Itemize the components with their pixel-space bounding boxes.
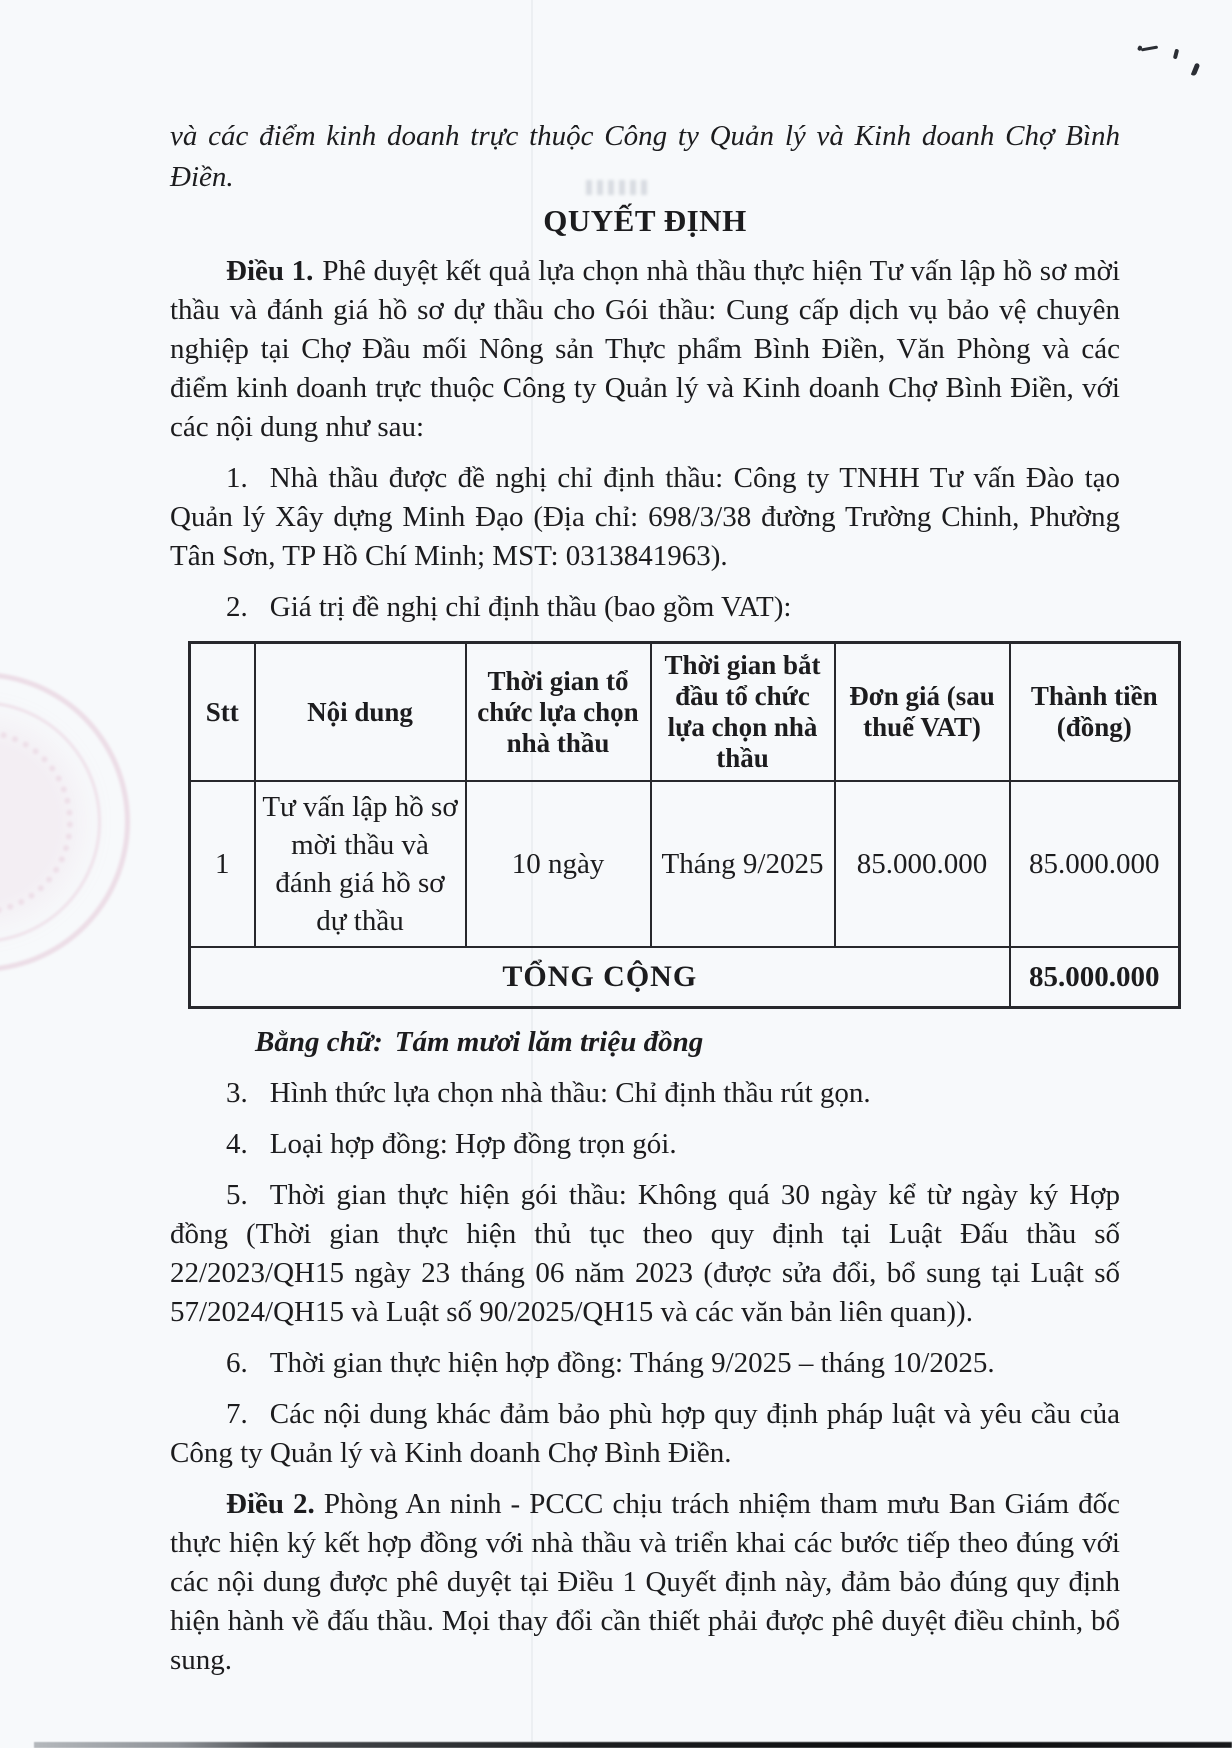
table-row [190,781,1180,947]
list-item-2 [170,588,1120,627]
item-4-number: 4. [226,1128,248,1160]
document-body [170,116,1160,1680]
red-stamp-bleed-through [0,672,130,972]
header-cell-thoi-gian-to-chuc: Thời gian tổ chức lựa chọn nhà thầu [466,643,651,782]
list-item-1 [170,459,1120,576]
item-3-number: 3. [226,1077,248,1109]
item-3-text: Hình thức lựa chọn nhà thầu: Chỉ định thầu rút gọn. [269,1077,871,1109]
item-4-text: Loại hợp đồng: Hợp đồng trọn gói. [269,1128,677,1160]
item-2-number: 2. [226,591,248,623]
list-item-4 [170,1125,1120,1164]
pricing-table [188,641,1181,1009]
article-1-paragraph [170,252,1120,447]
item-7-number: 7. [226,1398,248,1430]
amount-in-words-label: Bằng chữ: [255,1026,383,1058]
list-item-5 [170,1176,1120,1332]
header-cell-thanh-tien: Thành tiền (đồng) [1010,643,1180,782]
item-1-text: Nhà thầu được đề nghị chỉ định thầu: Công ty TNHH Tư vấn Đào tạo Quản lý Xây dựng Minh Đạo (Địa chỉ: 698/3/38 đường Trường Chinh, Phường Tân Sơn, TP Hồ Chí Minh; MST: 0313841963). [170,462,1120,572]
cell-thanh-tien: 85.000.000 [1010,781,1180,947]
amount-in-words [255,1023,1120,1062]
article-2-paragraph [170,1485,1120,1680]
item-5-number: 5. [226,1179,248,1211]
header-cell-stt: Stt [190,643,255,782]
cell-don-gia: 85.000.000 [835,781,1010,947]
list-item-7 [170,1395,1120,1473]
total-value-cell: 85.000.000 [1010,947,1180,1008]
cell-thoi-gian-to-chuc: 10 ngày [466,781,651,947]
item-6-number: 6. [226,1347,248,1379]
pen-mark [1141,46,1158,52]
intro-paragraph: và các điểm kinh doanh trực thuộc Công ty Quản lý và Kinh doanh Chợ Bình Điền. [170,120,1120,193]
list-item-6 [170,1344,1120,1383]
article-2-label: Điều 2. [226,1488,315,1520]
item-7-text: Các nội dung khác đảm bảo phù hợp quy định pháp luật và yêu cầu của Công ty Quản lý và Kinh doanh Chợ Bình Điền. [170,1398,1120,1469]
pen-mark [1191,63,1201,77]
header-cell-noi-dung: Nội dung [255,643,466,782]
table-total-row [190,947,1180,1008]
cell-thoi-gian-bat-dau: Tháng 9/2025 [651,781,835,947]
item-5-text: Thời gian thực hiện gói thầu: Không quá 30 ngày kể từ ngày ký Hợp đồng (Thời gian thực hiện thủ tục theo quy định tại Luật Đấu thầu số 22/2023/QH15 ngày 23 tháng 06 năm 2023 (được sửa đổi, bổ sung tại Luật số 57/2024/QH15 và Luật số 90/2025/QH15 và các văn bản liên quan)). [170,1179,1120,1328]
scan-edge-shadow [34,1742,1232,1748]
decision-title: QUYẾT ĐỊNH [543,203,747,238]
list-item-3 [170,1074,1120,1113]
cell-noi-dung: Tư vấn lập hồ sơ mời thầu và đánh giá hồ sơ dự thầu [255,781,466,947]
total-label-cell: TỔNG CỘNG [190,947,1010,1008]
item-6-text: Thời gian thực hiện hợp đồng: Tháng 9/2025 – tháng 10/2025. [269,1347,995,1379]
item-2-text: Giá trị đề nghị chỉ định thầu (bao gồm VAT): [269,591,792,623]
header-cell-don-gia: Đơn giá (sau thuế VAT) [835,643,1010,782]
article-2-text: Phòng An ninh - PCCC chịu trách nhiệm tham mưu Ban Giám đốc thực hiện ký kết hợp đồng với nhà thầu và triển khai các bước tiếp theo đúng với các nội dung được phê duyệt tại Điều 1 Quyết định này, đảm bảo đúng quy định hiện hành về đấu thầu. Mọi thay đổi cần thiết phải được phê duyệt điều chỉnh, bổ sung. [170,1488,1120,1676]
item-1-number: 1. [226,462,248,494]
amount-in-words-text: Tám mươi lăm triệu đồng [394,1026,704,1058]
article-1-text: Phê duyệt kết quả lựa chọn nhà thầu thực hiện Tư vấn lập hồ sơ mời thầu và đánh giá hồ sơ dự thầu cho Gói thầu: Cung cấp dịch vụ bảo vệ chuyên nghiệp tại Chợ Đầu mối Nông sản Thực phẩm Bình Điền, Văn Phòng và các điểm kinh doanh trực thuộc Công ty Quản lý và Kinh doanh Chợ Bình Điền, với các nội dung như sau: [170,255,1121,443]
pen-mark [1173,49,1179,60]
header-cell-thoi-gian-bat-dau: Thời gian bắt đầu tổ chức lựa chọn nhà thầu [651,643,835,782]
table-header-row [190,643,1180,782]
article-1-label: Điều 1. [226,255,314,287]
cell-stt: 1 [190,781,255,947]
